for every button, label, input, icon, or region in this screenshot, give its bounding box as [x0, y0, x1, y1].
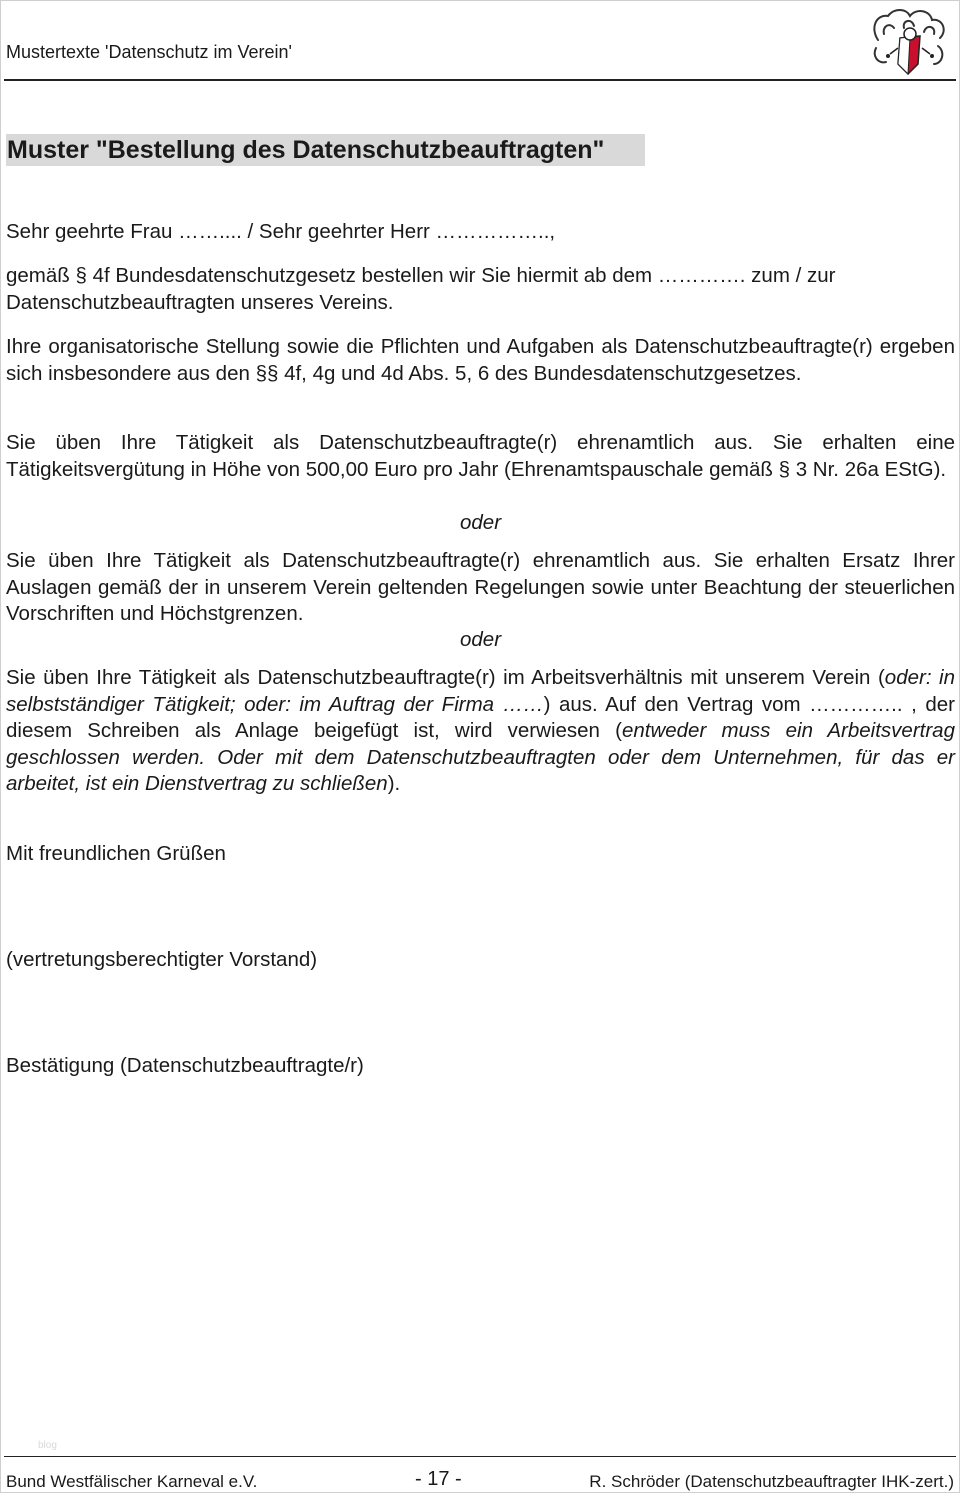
footer-page-number: - 17 -: [415, 1468, 462, 1490]
footer-organization: Bund Westfälischer Karneval e.V.: [6, 1472, 258, 1491]
paragraph-appointment: gemäß § 4f Bundesdatenschutzgesetz bestellen wir Sie hiermit ab dem …………. zum / zur Datenschutzbeauftragten unseres Vereins.: [6, 264, 836, 314]
carnival-jester-logo-icon: [868, 4, 950, 78]
option-3-text-b: oder: in selbstständiger Tätigkeit; oder: im Auftrag der Firma ……: [6, 666, 955, 716]
header-title: Mustertexte 'Datenschutz im Verein': [6, 42, 292, 62]
document-heading: Muster "Bestellung des Datenschutzbeauftragten": [6, 134, 645, 166]
footer-author: R. Schröder (Datenschutzbeauftragter IHK-zert.): [589, 1472, 954, 1491]
signature-board: (vertretungsberechtigter Vorstand): [6, 948, 318, 971]
paragraph-option-1: Sie üben Ihre Tätigkeit als Datenschutzbeauftragte(r) ehrenamtlich aus. Sie erhalten eine Tätigkeitsvergütung in Höhe von 500,00 Euro pro Jahr (Ehrenamtspauschale gemäß § 3 Nr. 26a EStG).: [6, 431, 955, 481]
oder-separator-1: oder: [459, 511, 502, 534]
option-3-text-d: entweder muss ein Arbeitsvertrag geschlossen werden. Oder mit dem Datenschutzbeauftragten oder dem Unternehmen, für das er arbeitet, ist ein Dienstvertrag zu schließen: [6, 719, 955, 795]
watermark: blog: [38, 1440, 57, 1451]
option-3-text-c: ) aus. Auf den Vertrag vom ………….. , der diesem Schreiben als Anlage beigefügt ist, wird verwiesen (: [6, 692, 955, 742]
footer-rule: [4, 1456, 956, 1457]
option-3-text-e: ).: [387, 772, 401, 795]
signature-confirmation: Bestätigung (Datenschutzbeauftragte/r): [6, 1054, 364, 1077]
paragraph-option-3: [6, 665, 955, 798]
closing: Mit freundlichen Grüßen: [6, 842, 226, 865]
paragraph-position: Ihre organisatorische Stellung sowie die Pflichten und Aufgaben als Datenschutzbeauftragte(r) ergeben sich insbesondere aus den §§ 4f, 4g und 4d Abs. 5, 6 des Bundesdatenschutzgesetzes.: [6, 335, 955, 385]
paragraph-option-2: Sie üben Ihre Tätigkeit als Datenschutzbeauftragte(r) ehrenamtlich aus. Sie erhalten Ersatz Ihrer Auslagen gemäß der in unserem Verein geltenden Regelungen sowie unter Beachtung der steuerlichen Vorschriften und Höchstgrenzen.: [6, 549, 955, 625]
header-rule: [4, 79, 956, 81]
option-3-text-a: Sie üben Ihre Tätigkeit als Datenschutzbeauftragte(r) im Arbeitsverhältnis mit unserem Verein (: [6, 666, 885, 689]
oder-separator-2: oder: [459, 628, 502, 651]
salutation: Sehr geehrte Frau …….... / Sehr geehrter Herr ……………..,: [6, 220, 556, 243]
